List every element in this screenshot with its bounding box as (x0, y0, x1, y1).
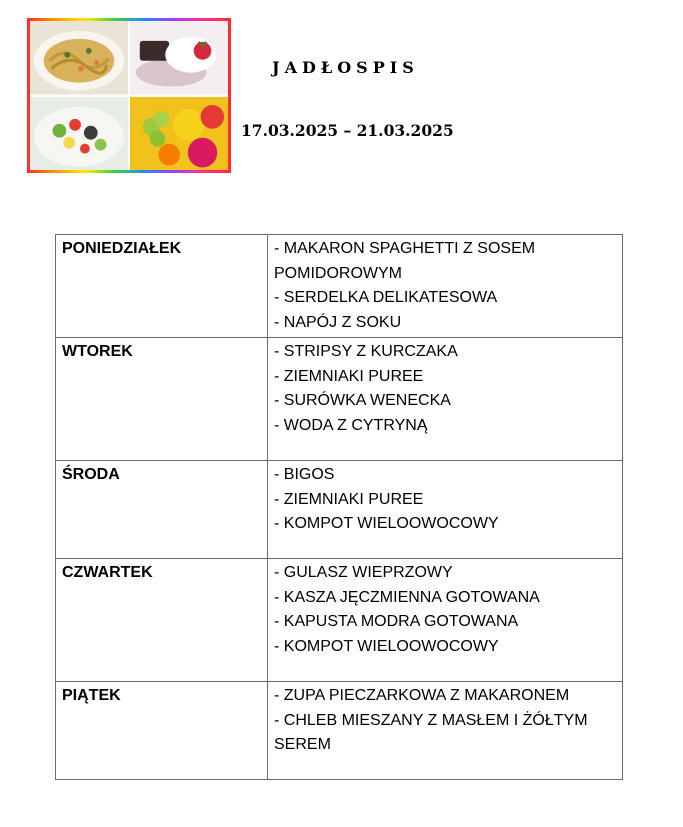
dish-item: - SERDELKA DELIKATESOWA (274, 289, 498, 306)
dishes-cell (268, 338, 623, 461)
dish-item: - STRIPSY Z KURCZAKA (274, 343, 458, 360)
salad-photo (30, 97, 128, 171)
dish-item: - ZIEMNIAKI PUREE (274, 367, 424, 385)
dish-item: - MAKARON SPAGHETTI Z SOSEM POMIDOROWYM (274, 240, 536, 282)
dish-item: - ZUPA PIECZARKOWA Z MAKARONEM (274, 687, 570, 704)
dish-item: - SURÓWKA WENECKA (274, 392, 451, 409)
table-row (56, 461, 623, 559)
dish-item: - KAPUSTA MODRA GOTOWANA (274, 613, 519, 630)
day-label: PONIEDZIAŁEK (56, 235, 268, 338)
dish-item: - NAPÓJ Z SOKU (274, 313, 402, 331)
dishes-cell (268, 235, 623, 338)
dish-item: - ZIEMNIAKI PUREE (274, 490, 424, 508)
dishes-cell (268, 682, 623, 780)
dish-item: - KASZA JĘCZMIENNA GOTOWANA (274, 588, 540, 606)
table-row (56, 682, 623, 780)
table-row (56, 235, 623, 338)
dish-item: - KOMPOT WIELOOWOCOWY (274, 515, 499, 532)
table-row (56, 559, 623, 682)
day-label: CZWARTEK (56, 559, 268, 682)
pasta-photo (30, 21, 128, 95)
day-label: WTOREK (56, 338, 268, 461)
dessert-photo (130, 21, 228, 95)
date-range: 17.03.2025 – 21.03.2025 (241, 121, 454, 140)
dishes-cell (268, 559, 623, 682)
page-title: JADŁOSPIS (272, 58, 419, 77)
day-label: PIĄTEK (56, 682, 268, 780)
dish-item: - CHLEB MIESZANY Z MASŁEM I ŻÓŁTYM SEREM (274, 711, 588, 753)
fruit-photo (130, 97, 228, 171)
dish-item: - WODA Z CYTRYNĄ (274, 416, 428, 434)
dish-item: - KOMPOT WIELOOWOCOWY (274, 637, 499, 655)
dish-item: - GULASZ WIEPRZOWY (274, 564, 453, 581)
weekly-menu-table (55, 234, 623, 780)
dishes-cell (268, 461, 623, 559)
dish-item: - BIGOS (274, 466, 335, 483)
food-collage-image (27, 18, 231, 173)
table-row (56, 338, 623, 461)
day-label: ŚRODA (56, 461, 268, 559)
